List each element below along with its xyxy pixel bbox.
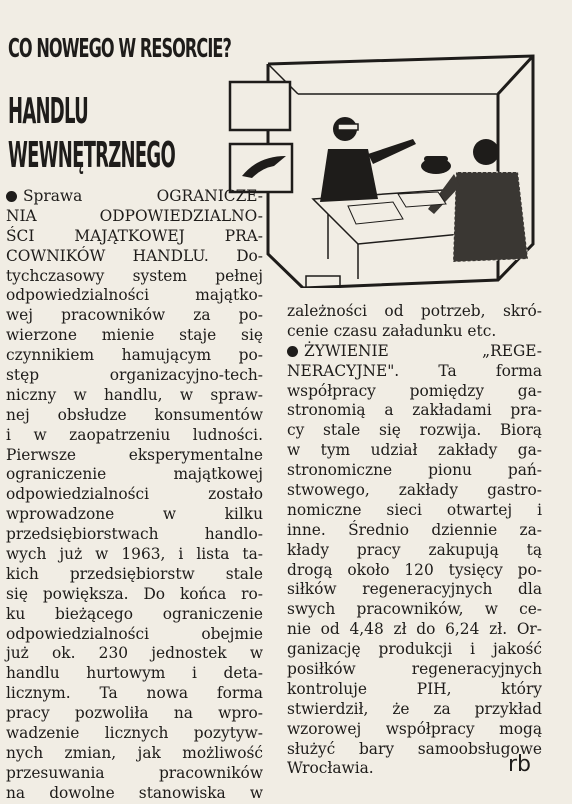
text-line: już ok. 230 jednostek w [6, 644, 263, 663]
text-line: służyć bary samoobsługowe [287, 739, 542, 758]
text-line: swych pracowników, w ce- [287, 600, 542, 619]
text-line: nie od 4,48 zł do 6,24 zł. Or- [287, 620, 542, 639]
section-kicker: CO NOWEGO W RESORCIE? [8, 34, 231, 64]
text-line: na dowolne stanowiska w [6, 783, 263, 802]
text-line: wych już w 1963, i lista ta- [6, 545, 263, 564]
text-line: NIA ODPOWIEDZIALNO- [6, 206, 263, 225]
text-line: Sprawa OGRANICZE- [6, 187, 263, 207]
text-line: się powiększa. Do końca ro- [6, 584, 263, 603]
text-line: przedsiębiorstwach handlo- [6, 525, 263, 544]
text-line: inne. Średnio dziennie za- [287, 520, 542, 539]
bullet-icon [6, 191, 17, 202]
text-line: wej pracowników za po- [6, 306, 263, 325]
text-line: ganizację produkcji i jakość [287, 640, 542, 659]
text-line: stwowego, zakłady gastro- [287, 481, 542, 500]
left-column [6, 187, 263, 804]
text-line: drogą około 120 tysięcy po- [287, 560, 542, 579]
text-line: siłków regeneracyjnych dla [287, 580, 542, 599]
text-line: nomiczne sieci otwartej i [287, 500, 542, 519]
bullet-icon [287, 346, 298, 357]
author-signature: rb [508, 752, 532, 777]
text-line: licznym. Ta nowa forma [6, 684, 263, 703]
text-line: w tym udział zakłady ga- [287, 441, 542, 460]
headline-line-1: HANDLU [8, 91, 88, 132]
text-line: odpowiedzialności majątko- [6, 286, 263, 305]
text-line: wzorowej współpracy mogą [287, 719, 542, 738]
text-line: cenie czasu załadunku etc. [287, 321, 497, 340]
text-line: nej obsłudze konsumentów [6, 405, 263, 424]
text-line: kłady pracy zakupują tą [287, 540, 542, 559]
text-line: czynnikiem hamującym po- [6, 346, 263, 365]
text-line: wierzone mienie staje się [6, 326, 263, 345]
text-line: ŚCI MAJĄTKOWEJ PRA- [6, 226, 263, 245]
office-illustration [228, 44, 558, 288]
right-column [287, 302, 542, 779]
text-line: pracy pozwoliła na wpro- [6, 704, 263, 723]
text-line: wprowadzone w kilku [6, 505, 263, 524]
text-line: ograniczenie majątkowej [6, 465, 263, 484]
text-line: stęp organizacyjno-tech- [6, 366, 263, 385]
text-line: wadzenie licznych pozytyw- [6, 724, 263, 743]
headline-line-2: WEWNĘTRZNEGO [8, 135, 175, 176]
text-line: przesuwania pracowników [6, 763, 263, 782]
text-line: kontroluje PIH, który [287, 679, 542, 698]
text-line: tychczasowy system pełnej [6, 266, 263, 285]
text-line: zależności od potrzeb, skró- [287, 302, 542, 320]
article-headline [8, 90, 175, 178]
text-line: nych zmian, jak możliwość [6, 743, 263, 762]
text-line: Wrocławia. [287, 759, 374, 778]
text-line: stronomiczne pionu pań- [287, 461, 542, 480]
text-line: ku bieżącego ograniczenie [6, 604, 263, 623]
text-line: współpracy pomiędzy ga- [287, 381, 542, 400]
text-line: NERACYJNE". Ta forma [287, 361, 542, 380]
text-line: i w zaopatrzeniu ludności. [6, 425, 263, 444]
text-line: odpowiedzialności obejmie [6, 624, 263, 643]
text-line: niczny w handlu, w spraw- [6, 385, 263, 404]
text-line: handlu hurtowym i deta- [6, 664, 263, 683]
text-line: ŻYWIENIE „REGE- [287, 342, 542, 362]
text-line: cy stale się rozwija. Biorą [287, 421, 542, 440]
text-line: Pierwsze eksperymentalne [6, 445, 263, 464]
text-line: posiłków regeneracyjnych [287, 660, 542, 679]
text-line: kich przedsiębiorstw stale [6, 564, 263, 583]
text-line: stwierdził, że za przykład [287, 699, 542, 718]
text-line: COWNIKÓW HANDLU. Do- [6, 246, 263, 265]
text-line: stronomią a zakładami pra- [287, 401, 542, 420]
text-line: odpowiedzialności zostało [6, 485, 263, 504]
